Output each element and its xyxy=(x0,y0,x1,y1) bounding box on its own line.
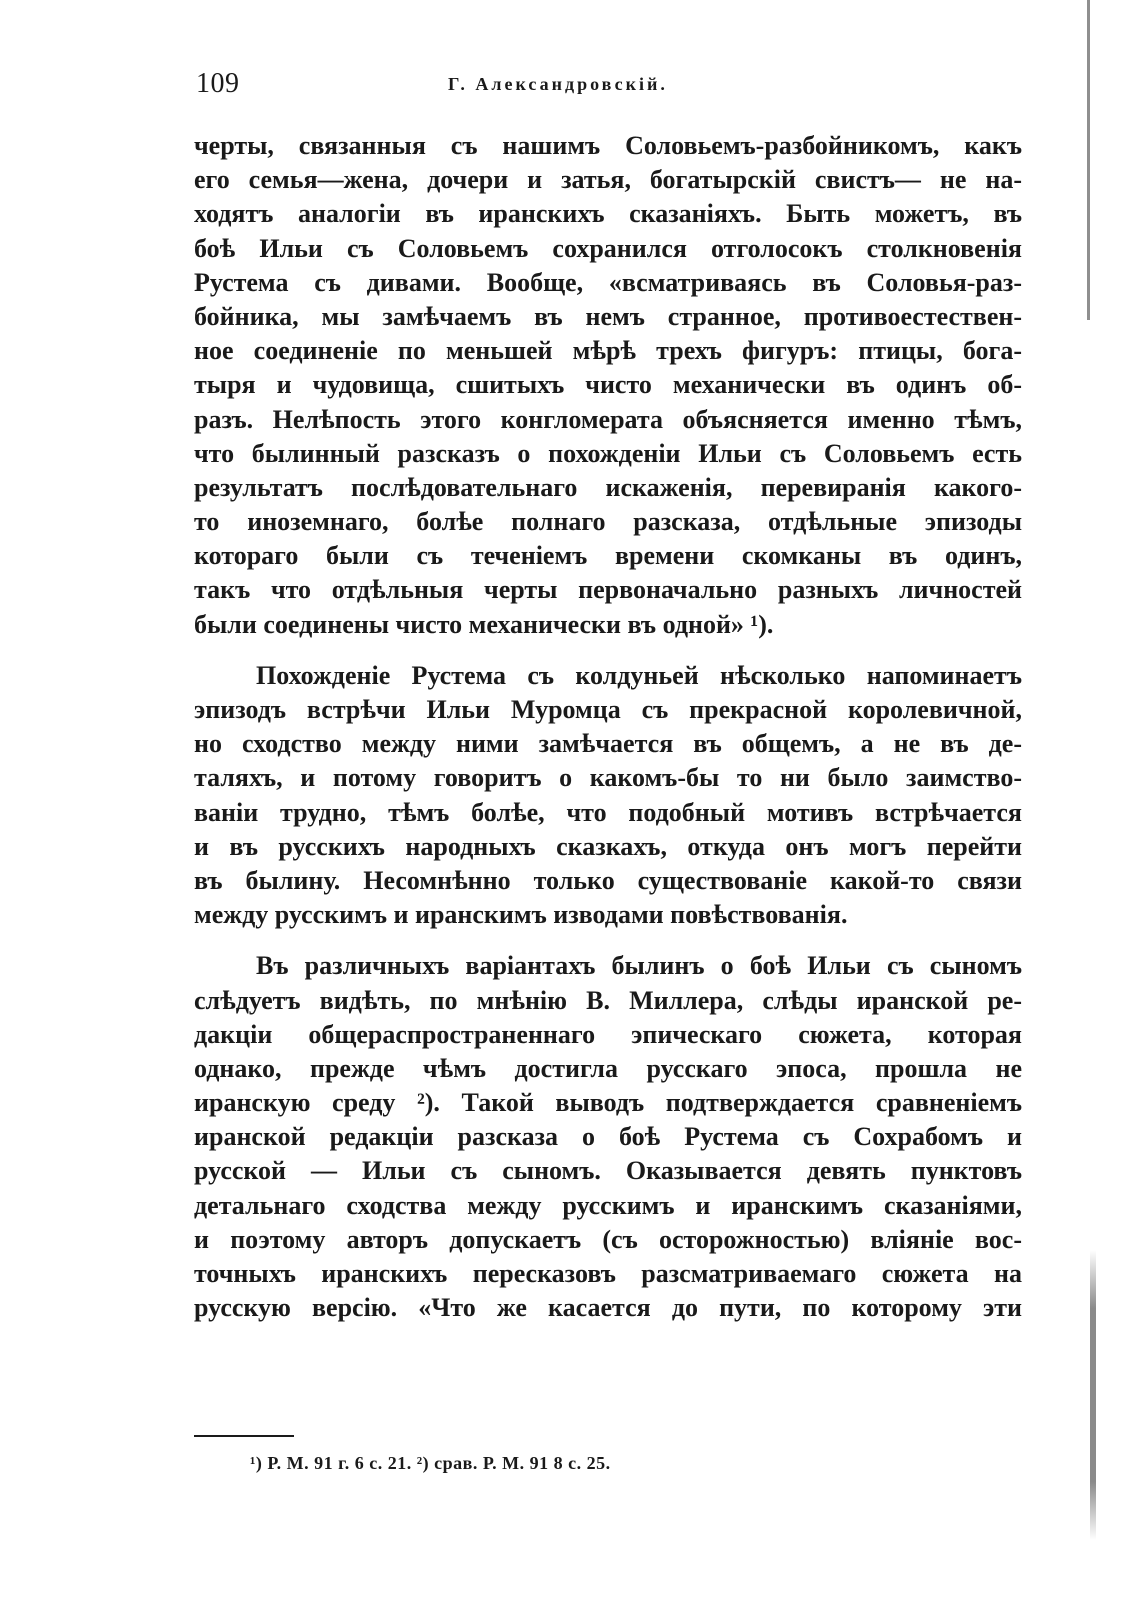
text-line: эпизодъ встрѣчи Ильи Муромца съ прекрасной королевичной, xyxy=(194,695,1022,724)
footnote-separator xyxy=(194,1435,294,1437)
text-line: черты, связанныя съ нашимъ Соловьемъ-разбойникомъ, какъ xyxy=(194,131,1022,160)
footnotes: ¹) Р. М. 91 г. 6 с. 21. ²) срав. Р. М. 91 8 с. 25. xyxy=(250,1453,611,1473)
running-head: Г. Александровскій. xyxy=(448,74,668,94)
text-line: бойника, мы замѣчаемъ въ немъ странное, противоестествен- xyxy=(194,301,1022,331)
text-line: разъ. Нелѣпость этого конгломерата объясняется именно тѣмъ, xyxy=(194,404,1022,434)
body-text xyxy=(194,129,1022,1325)
text-line: и въ русскихъ народныхъ сказкахъ, откуда онъ могъ перейти xyxy=(194,831,1022,861)
page-header xyxy=(196,68,1020,108)
text-line: но сходство между ними замѣчается въ общемъ, а не въ де- xyxy=(194,729,1022,759)
text-line: его семья—жена, дочери и затья, богатырскій свистъ— не на- xyxy=(194,165,1022,195)
paragraph xyxy=(194,129,1022,642)
text-line: Рустема съ дивами. Вообще, «всматриваясь въ Соловья-раз- xyxy=(194,267,1022,297)
text-line: однако, прежде чѣмъ достигла русскаго эпоса, прошла не xyxy=(194,1053,1022,1083)
text-line: детальнаго сходства между русскимъ и иранскимъ сказаніями, xyxy=(194,1190,1022,1220)
text-line: что былинный разсказъ о похожденіи Ильи съ Соловьемъ есть xyxy=(194,438,1022,468)
text-line: такъ что отдѣльныя черты первоначально разныхъ личностей xyxy=(194,575,1022,605)
page-edge-shadow xyxy=(1090,1250,1096,1540)
text-line: иранской редакціи разсказа о боѣ Рустема съ Сохрабомъ и xyxy=(194,1122,1022,1152)
text-line: котораго были съ теченіемъ времени скомканы въ одинъ, xyxy=(194,541,1022,571)
text-line: иранскую среду ²). Такой выводъ подтверждается сравненіемъ xyxy=(194,1088,1022,1118)
text-line: русской — Ильи съ сыномъ. Оказывается девять пунктовъ xyxy=(194,1156,1022,1186)
text-line: въ былину. Несомнѣнно только существованіе какой-то связи xyxy=(194,865,1022,895)
text-line: и поэтому авторъ допускаетъ (съ осторожностью) вліяніе вос- xyxy=(194,1224,1022,1254)
text-line: между русскимъ и иранскимъ изводами повѣствованія. xyxy=(194,900,848,930)
paragraph xyxy=(194,949,1022,1325)
text-line: тыря и чудовища, сшитыхъ чисто механически въ одинъ об- xyxy=(194,370,1022,400)
text-line: то иноземнаго, болѣе полнаго разсказа, отдѣльные эпизоды xyxy=(194,507,1022,537)
text-line: русскую версію. «Что же касается до пути, по которому эти xyxy=(194,1293,1022,1323)
text-line: ваніи трудно, тѣмъ болѣе, что подобный мотивъ встрѣчается xyxy=(194,797,1022,827)
paragraph xyxy=(194,659,1022,933)
text-line: Въ различныхъ варіантахъ былинъ о боѣ Ильи съ сыномъ xyxy=(256,951,1022,981)
text-line: ходятъ аналогіи въ иранскихъ сказаніяхъ. Быть можетъ, въ xyxy=(194,199,1022,229)
text-line: таляхъ, и потому говоритъ о какомъ-бы то ни было заимство- xyxy=(194,763,1022,793)
text-line: дакціи общераспространеннаго эпическаго сюжета, которая xyxy=(194,1019,1022,1049)
text-line: слѣдуетъ видѣть, по мнѣнію В. Миллера, слѣды иранской ре- xyxy=(194,985,1022,1015)
text-line: боѣ Ильи съ Соловьемъ сохранился отголосокъ столкновенія xyxy=(194,233,1022,263)
text-line: результатъ послѣдовательнаго искаженія, перевиранія какого- xyxy=(194,472,1022,502)
page-edge-shadow xyxy=(1087,0,1090,320)
page-number: 109 xyxy=(196,68,240,99)
text-line: точныхъ иранскихъ пересказовъ разсматриваемаго сюжета на xyxy=(194,1259,1022,1288)
text-line: ное соединеніе по меньшей мѣрѣ трехъ фигуръ: птицы, бога- xyxy=(194,336,1022,366)
text-line: были соединены чисто механически въ одной» ¹). xyxy=(194,609,774,639)
text-line: Похожденіе Рустема съ колдуньей нѣсколько напоминаетъ xyxy=(256,660,1022,690)
